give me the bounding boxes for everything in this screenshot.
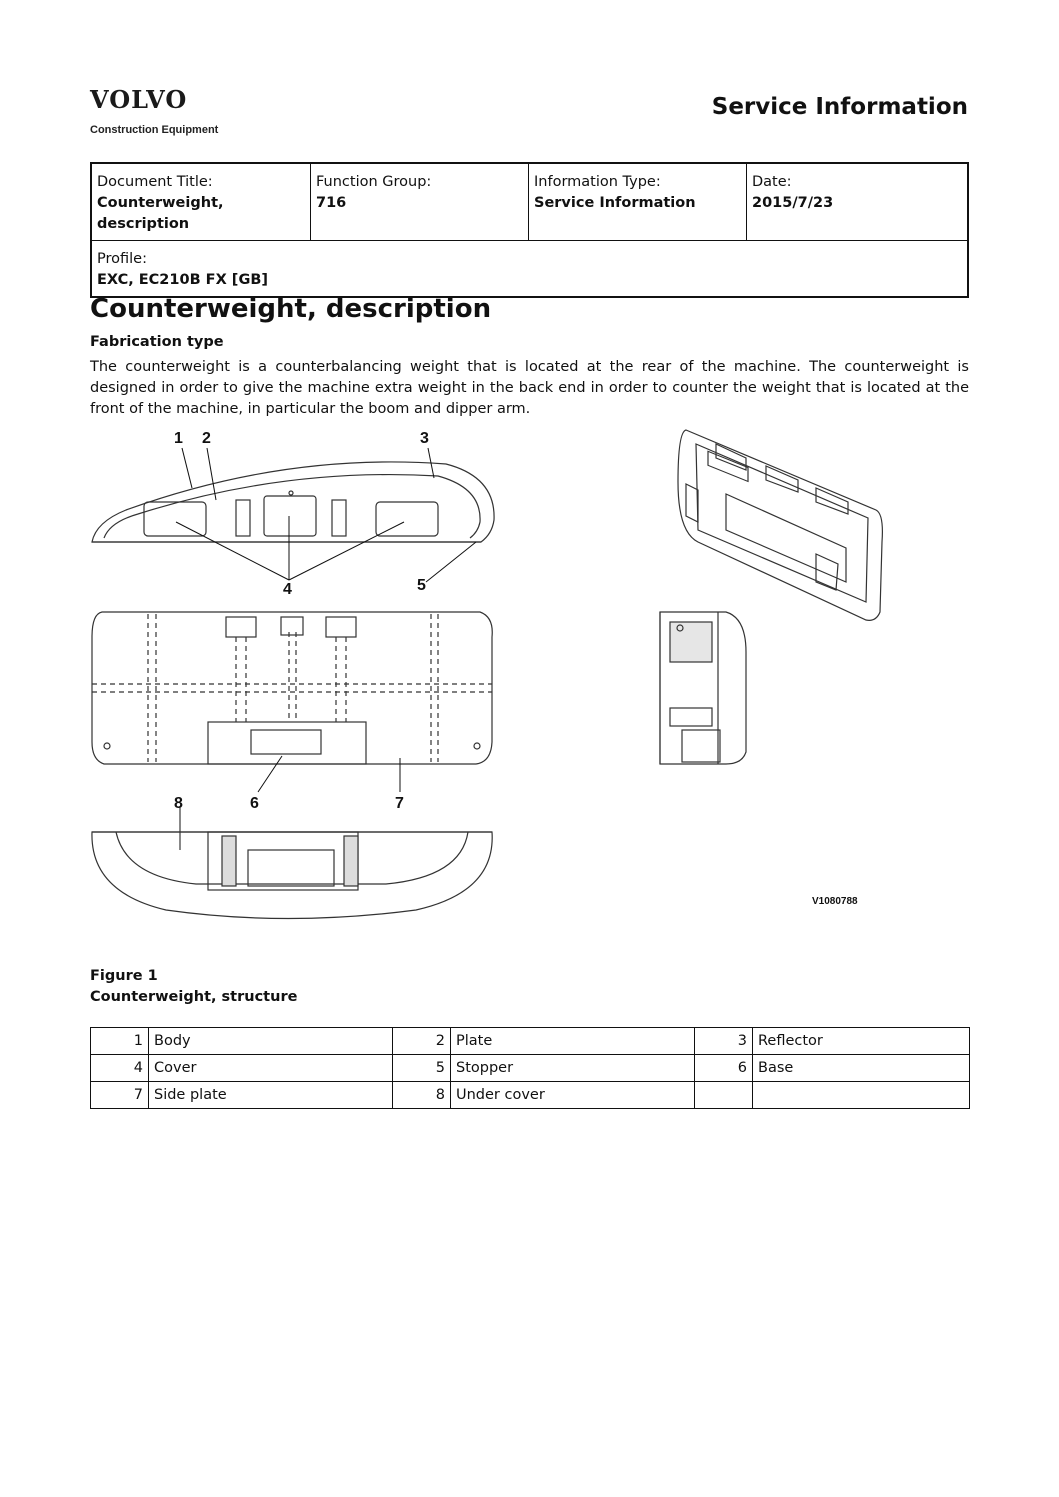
legend-label: Base — [753, 1055, 970, 1082]
legend-number: 6 — [695, 1055, 753, 1082]
table-row — [91, 1028, 970, 1055]
counterweight-drawing — [86, 422, 976, 922]
legend-label: Side plate — [149, 1082, 393, 1109]
description-paragraph: The counterweight is a counterbalancing weight that is located at the rear of the machine. The counterweight is designed in order to give the machine extra weight in the back end in order to counter the weight that is located at the front of the machine, in particular the boom and dipper arm. — [90, 359, 969, 417]
legend-label: Body — [149, 1028, 393, 1055]
section-subheading: Fabrication type — [90, 334, 224, 350]
legend-number — [695, 1082, 753, 1109]
legend-number: 3 — [695, 1028, 753, 1055]
legend-label: Reflector — [753, 1028, 970, 1055]
legend-number: 4 — [91, 1055, 149, 1082]
figure-callout: 6 — [250, 795, 259, 812]
date-value: 2015/7/23 — [752, 195, 834, 211]
function-group-label: Function Group: — [316, 174, 432, 190]
profile-label: Profile: — [97, 251, 147, 267]
document-title-label: Document Title: — [97, 174, 213, 190]
legend-number: 2 — [393, 1028, 451, 1055]
figure-callout: 7 — [395, 795, 404, 812]
information-type-value: Service Information — [534, 195, 696, 211]
top-view-drawing — [92, 462, 494, 542]
figure-callout: 4 — [283, 581, 292, 598]
legend-label: Plate — [451, 1028, 695, 1055]
table-row — [91, 1082, 970, 1109]
table-row — [91, 1055, 970, 1082]
function-group-cell — [310, 164, 528, 240]
information-type-cell — [528, 164, 746, 240]
figure-caption-number: Figure 1 — [90, 968, 158, 984]
bottom-view-drawing — [92, 832, 492, 919]
legend-label — [753, 1082, 970, 1109]
side-section-drawing — [660, 612, 746, 764]
legend-label: Under cover — [451, 1082, 695, 1109]
volvo-logo-wordmark: VOLVO — [90, 85, 188, 114]
legend-number: 1 — [91, 1028, 149, 1055]
document-title-value: Counterweight, description — [97, 195, 224, 232]
profile-value: EXC, EC210B FX [GB] — [97, 272, 269, 288]
date-cell — [746, 164, 967, 240]
legend-label: Cover — [149, 1055, 393, 1082]
profile-cell — [92, 241, 967, 296]
plan-view-drawing — [92, 612, 492, 764]
metadata-row — [92, 240, 967, 296]
date-label: Date: — [752, 174, 792, 190]
legend-number: 7 — [91, 1082, 149, 1109]
legend-number: 8 — [393, 1082, 451, 1109]
metadata-row — [92, 164, 967, 240]
document-metadata-table — [90, 162, 969, 298]
figure-caption-text: Counterweight, structure — [90, 989, 298, 1005]
legend-number: 5 — [393, 1055, 451, 1082]
figure-callout: 2 — [202, 430, 211, 447]
document-title-cell — [92, 164, 310, 240]
figure-callout: 5 — [417, 577, 426, 594]
parts-legend-table — [90, 1027, 970, 1109]
function-group-value: 716 — [316, 195, 347, 211]
document-type-heading: Service Information — [711, 94, 968, 120]
figure-callout: 3 — [420, 430, 429, 447]
brand-subtitle: Construction Equipment — [90, 124, 219, 136]
page-title: Counterweight, description — [90, 294, 492, 324]
legend-label: Stopper — [451, 1055, 695, 1082]
isometric-view-drawing — [678, 430, 882, 620]
counterweight-structure-figure — [86, 422, 976, 922]
brand-logo — [90, 86, 218, 136]
figure-image-id: V1080788 — [812, 896, 858, 907]
figure-callout: 1 — [174, 430, 183, 447]
information-type-label: Information Type: — [534, 174, 661, 190]
figure-callout: 8 — [174, 795, 183, 812]
figure-caption — [90, 966, 297, 1008]
